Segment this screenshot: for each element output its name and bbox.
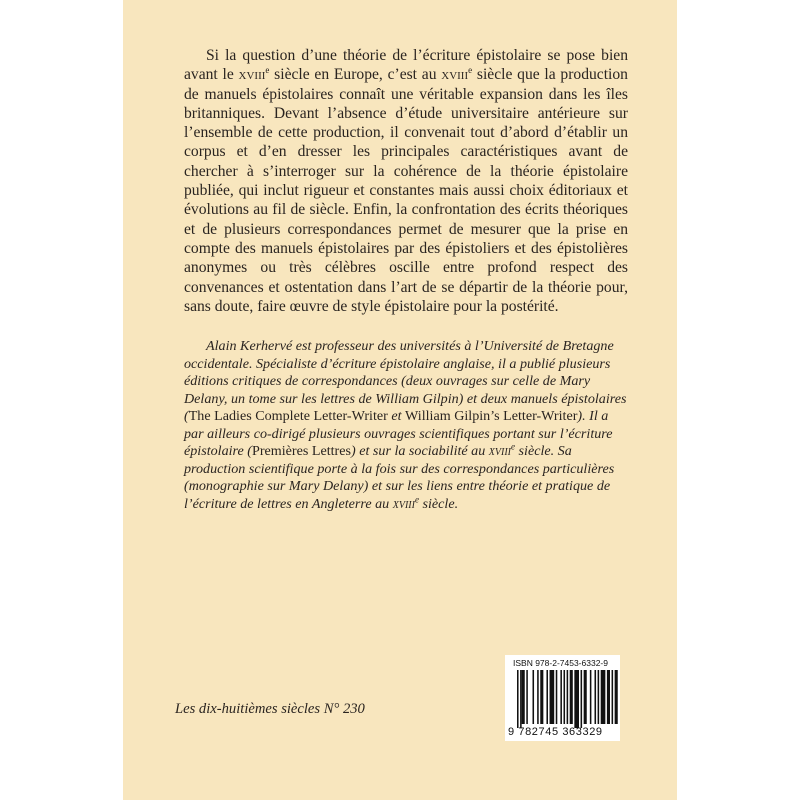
- barcode-bar: [615, 670, 618, 724]
- bio-text-1: Alain Kerhervé est professeur des universités à l’Université de Bretagne occidentale. Spécialiste d’écriture épistolaire anglaise, il a publié plusieurs éditions critiques de correspondances (deux ouvrages sur celle de Mary Delany, un tome sur les lettres de William Gilpin) et deux manuels épistolaires (: [184, 338, 627, 424]
- bio-century-2: xviii: [392, 495, 415, 512]
- series-line: Les dix-huitièmes siècles N° 230: [175, 701, 365, 717]
- barcode-bar: [522, 670, 525, 724]
- back-cover: [123, 0, 677, 800]
- barcode-bar: [560, 670, 562, 724]
- blurb-text-1: Si la question d’une théorie de l’écriture épistolaire se pose bien avant le: [184, 47, 628, 84]
- barcode-bar: [574, 670, 579, 728]
- barcode-bar: [584, 670, 587, 724]
- barcode-bar: [546, 670, 548, 724]
- barcode-bar: [550, 670, 555, 724]
- barcode-bar: [581, 670, 583, 728]
- blurb-century-2: xviii: [441, 66, 469, 84]
- bio-century-1: xviii: [488, 443, 512, 459]
- bio-title-premieres-lettres: Premières Lettres: [251, 443, 351, 459]
- barcode-bar: [517, 670, 519, 728]
- bio-text-5: siècle. Sa production scientifique porte à la fois sur des correspondances particulières (monographie sur Mary Delany) et sur les liens entre théorie et pratique de l’écriture de lettres en Angleterre au: [184, 443, 615, 512]
- barcode-bar: [595, 670, 597, 724]
- author-bio: [184, 338, 628, 513]
- blurb-century-1: xviii: [238, 66, 266, 84]
- blurb-text-2: siècle en Europe, c’est au: [269, 66, 442, 84]
- barcode-bar: [520, 670, 522, 728]
- bio-text-3: ). Il a par ailleurs co-dirigé plusieurs ouvrages scientifiques portant sur l’écriture épistolaire (: [184, 408, 613, 459]
- barcode-bar: [601, 670, 606, 724]
- barcode-bar: [533, 670, 535, 724]
- barcode-bar: [598, 670, 600, 724]
- barcode-digits: 9 782745 363329: [508, 726, 603, 738]
- book-blurb: [184, 46, 628, 316]
- barcode-bar: [537, 670, 539, 724]
- blurb-century-2-suffix: e: [468, 65, 473, 76]
- barcode-bar: [540, 670, 543, 724]
- barcode-bar: [567, 670, 569, 724]
- barcode-bar: [607, 670, 610, 724]
- isbn-label: ISBN 978-2-7453-6332-9: [513, 658, 608, 668]
- barcode-bar: [590, 670, 592, 724]
- bio-century-2-suffix: e: [414, 493, 419, 504]
- barcode-bar: [564, 670, 566, 724]
- blurb-text-3: siècle que la production de manuels épistolaires connaît une véritable expansion dans les îles britanniques. Devant l’absence d’étude universitaire antérieure sur l’ensemble de cette production, il convenait tout d’abord d’établir un corpus et d’en dresser les principales caractéristiques avant de chercher à s’interroger sur la cohérence de la théorie épistolaire publiée, qui inclut rigueur et constantes mais aussi choix éditoriaux et évolutions au fil de siècle. Enfin, la confrontation des écrits théoriques et de plusieurs correspondances permet de mesurer que la prise en compte des manuels épistolaires par des épistoliers et des épistolières anonymes ou très célèbres oscille entre profond respect des convenances et ostentation dans l’art de se départir de la théorie pour, sans doute, faire œuvre de style épistolaire pour la postérité.: [184, 66, 628, 315]
- isbn-barcode: [505, 655, 620, 741]
- bio-text-6: siècle.: [418, 495, 459, 512]
- bio-title-gilpin-letter-writer: William Gilpin’s Letter-Writer: [405, 408, 578, 424]
- barcode-bar: [570, 670, 573, 724]
- bio-century-1-suffix: e: [511, 441, 516, 452]
- bio-text-2: et: [387, 408, 406, 424]
- barcode-bar: [526, 670, 528, 724]
- bio-text-4: ) et sur la sociabilité au: [351, 443, 489, 459]
- blurb-century-1-suffix: e: [265, 65, 270, 76]
- barcode-bar: [612, 670, 614, 724]
- barcode-bar: [556, 670, 558, 724]
- bio-title-ladies-letter-writer: The Ladies Complete Letter-Writer: [188, 408, 388, 424]
